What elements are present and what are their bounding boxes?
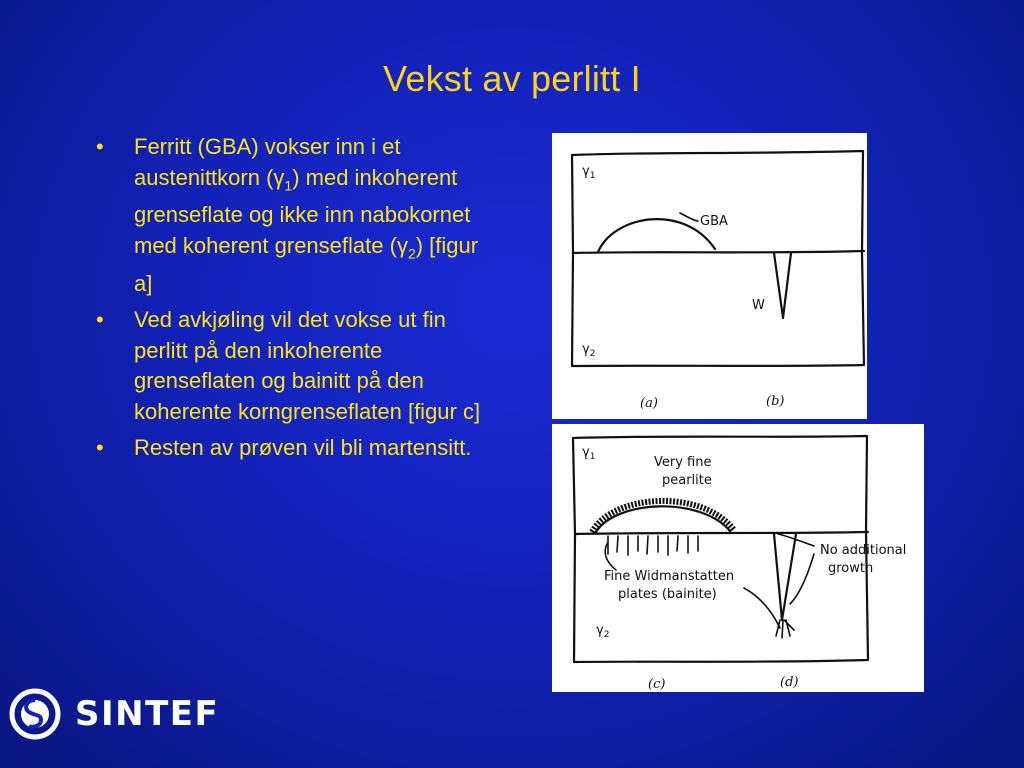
gba-label: GBA [700, 214, 728, 229]
gba-leader [680, 213, 698, 221]
no-growth-label-line2: growth [828, 561, 874, 576]
sintef-logo [9, 688, 219, 740]
gamma1-label-top: $\gamma_1$ [582, 164, 596, 181]
gamma2-label-bottom: $\gamma_2$ [596, 623, 610, 640]
grain-boundary-line [575, 532, 868, 534]
figure-ab [552, 133, 867, 419]
widmanstatten-wedge [774, 253, 791, 318]
caption-b: (b) [766, 394, 785, 409]
caption-c: (c) [648, 677, 666, 692]
bullet-item-1: • Ferritt (GBA) vokser inn i et austenittkorn $(\gamma_1)$ med inkoherent grenseflate og ikke inn nabokornet med koherent grenseflate $(\gamma_2)$ [figur a] [96, 134, 479, 296]
w-label: W [752, 298, 765, 313]
caption-a: (a) [640, 396, 658, 411]
arrow-bainite-left [605, 542, 616, 570]
grain-boundary-line [573, 251, 864, 253]
bullet-item-2: • Ved avkjøling vil det vokse ut fin perlitt på den inkoherente grenseflaten og bainitt på den koherente korngrenseflaten [figur c] [96, 307, 481, 424]
figure-cd [552, 424, 924, 692]
widmanstatten-plate-d [774, 534, 796, 620]
gba-allotriomorph [598, 219, 715, 252]
bullet-marker: • [96, 435, 104, 461]
sintef-logo-icon [9, 688, 61, 740]
widmanstatten-label-line1: Fine Widmanstatten [604, 569, 735, 584]
no-growth-label-line1: No additional [820, 543, 907, 558]
arrow-bainite-right [744, 588, 780, 628]
gamma1-label-bottom: $\gamma_1$ [582, 445, 596, 462]
gamma2-label-top: $\gamma_2$ [582, 342, 596, 359]
bullet-marker: • [96, 134, 104, 159]
pearlite-label-line1: Very fine [654, 455, 712, 470]
bullet-list [92, 132, 502, 470]
caption-d: (d) [780, 675, 799, 690]
logo-text: SINTEF [75, 694, 220, 734]
grain-box-outline [572, 151, 864, 366]
bullet-marker: • [96, 307, 104, 333]
pearlite-label-line2: pearlite [662, 473, 712, 488]
bullet-item-3: • Resten av prøven vil bli martensitt. [92, 433, 502, 464]
bainite-plates [608, 536, 698, 555]
arrow-no-growth-2 [790, 554, 814, 604]
slide-title: Vekst av perlitt I [383, 58, 641, 99]
widmanstatten-label-line2: plates (bainite) [618, 587, 717, 602]
